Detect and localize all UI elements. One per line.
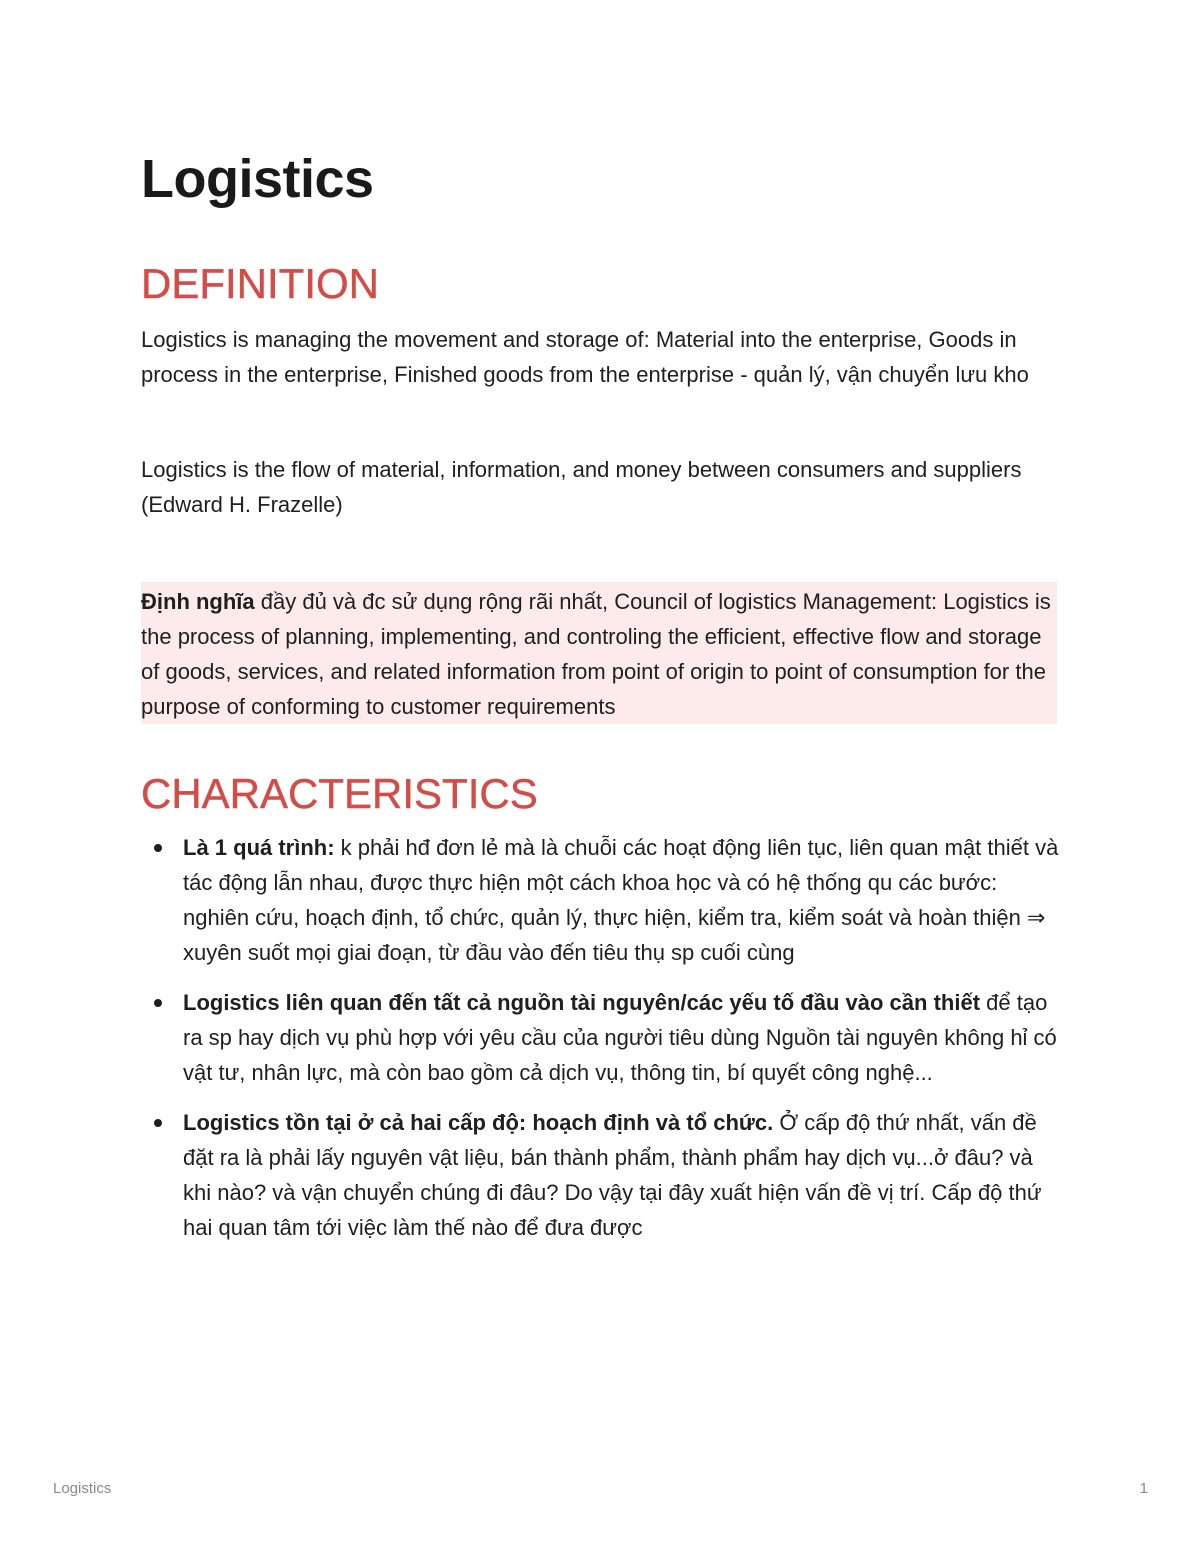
- bullet-icon: [154, 844, 162, 852]
- list-item: [141, 1105, 1059, 1245]
- page-content: [141, 140, 1059, 1260]
- page-title: Logistics: [141, 149, 374, 209]
- definition-paragraph-1: Logistics is managing the movement and storage of: Material into the enterprise, Goods in process in the enterprise, Finished goods from the enterprise - quản lý, vận chuyển lưu kho: [141, 327, 1029, 387]
- list-item-bold-lead: Là 1 quá trình:: [183, 835, 335, 860]
- definition-heading: DEFINITION: [141, 260, 379, 307]
- list-item-bold-lead: Logistics liên quan đến tất cả nguồn tài nguyên/các yếu tố đầu vào cần thiết: [183, 990, 981, 1015]
- list-item: [141, 830, 1059, 970]
- list-item-bold-lead: Logistics tồn tại ở cả hai cấp độ: hoạch định và tổ chức.: [183, 1110, 774, 1135]
- list-item-text: k phải hđ đơn lẻ mà là chuỗi các hoạt động liên tục, liên quan mật thiết và tác động lẫn nhau, được thực hiện một cách khoa học và có hệ thống qu các bước: nghiên cứu, hoạch định, tổ chức, quản lý, thực hiện, kiểm tra, kiểm soát và hoàn thiện ⇒ xuyên suốt mọi giai đoạn, từ đầu vào đến tiêu thụ sp cuối cùng: [183, 835, 1059, 965]
- footer-doc-name: Logistics: [53, 1480, 112, 1497]
- characteristics-heading: CHARACTERISTICS: [141, 770, 538, 817]
- callout-bold-lead: Định nghĩa: [141, 589, 255, 614]
- callout-text: [141, 584, 1055, 724]
- bullet-icon: [154, 1119, 162, 1127]
- footer-page-number: 1: [1139, 1480, 1148, 1497]
- list-item: [141, 985, 1059, 1090]
- characteristics-list: [141, 830, 1059, 1245]
- definition-paragraph-2: Logistics is the flow of material, information, and money between consumers and suppliers (Edward H. Frazelle): [141, 457, 1022, 517]
- callout-body: đầy đủ và đc sử dụng rộng rãi nhất, Council of logistics Management: Logistics is the process of planning, implementing, and controling the efficient, effective flow and storage of goods, services, and related information from point of origin to point of consumption for the purpose of conforming to customer requirements: [141, 589, 1051, 719]
- bullet-icon: [154, 999, 162, 1007]
- list-item-text: Ở cấp độ thứ nhất, vấn đề đặt ra là phải lấy nguyên vật liệu, bán thành phẩm, thành phẩm hay dịch vụ...ở đâu? và khi nào? và vận chuyển chúng đi đâu? Do vậy tại đây xuất hiện vấn đề vị trí. Cấp độ thứ hai quan tâm tới việc làm thế nào để đưa được: [183, 1110, 1042, 1240]
- definition-callout: [141, 582, 1057, 724]
- list-item-text: để tạo ra sp hay dịch vụ phù hợp với yêu cầu của người tiêu dùng Nguồn tài nguyên không hỉ có vật tư, nhân lực, mà còn bao gồm cả dịch vụ, thông tin, bí quyết công nghệ...: [183, 990, 1057, 1085]
